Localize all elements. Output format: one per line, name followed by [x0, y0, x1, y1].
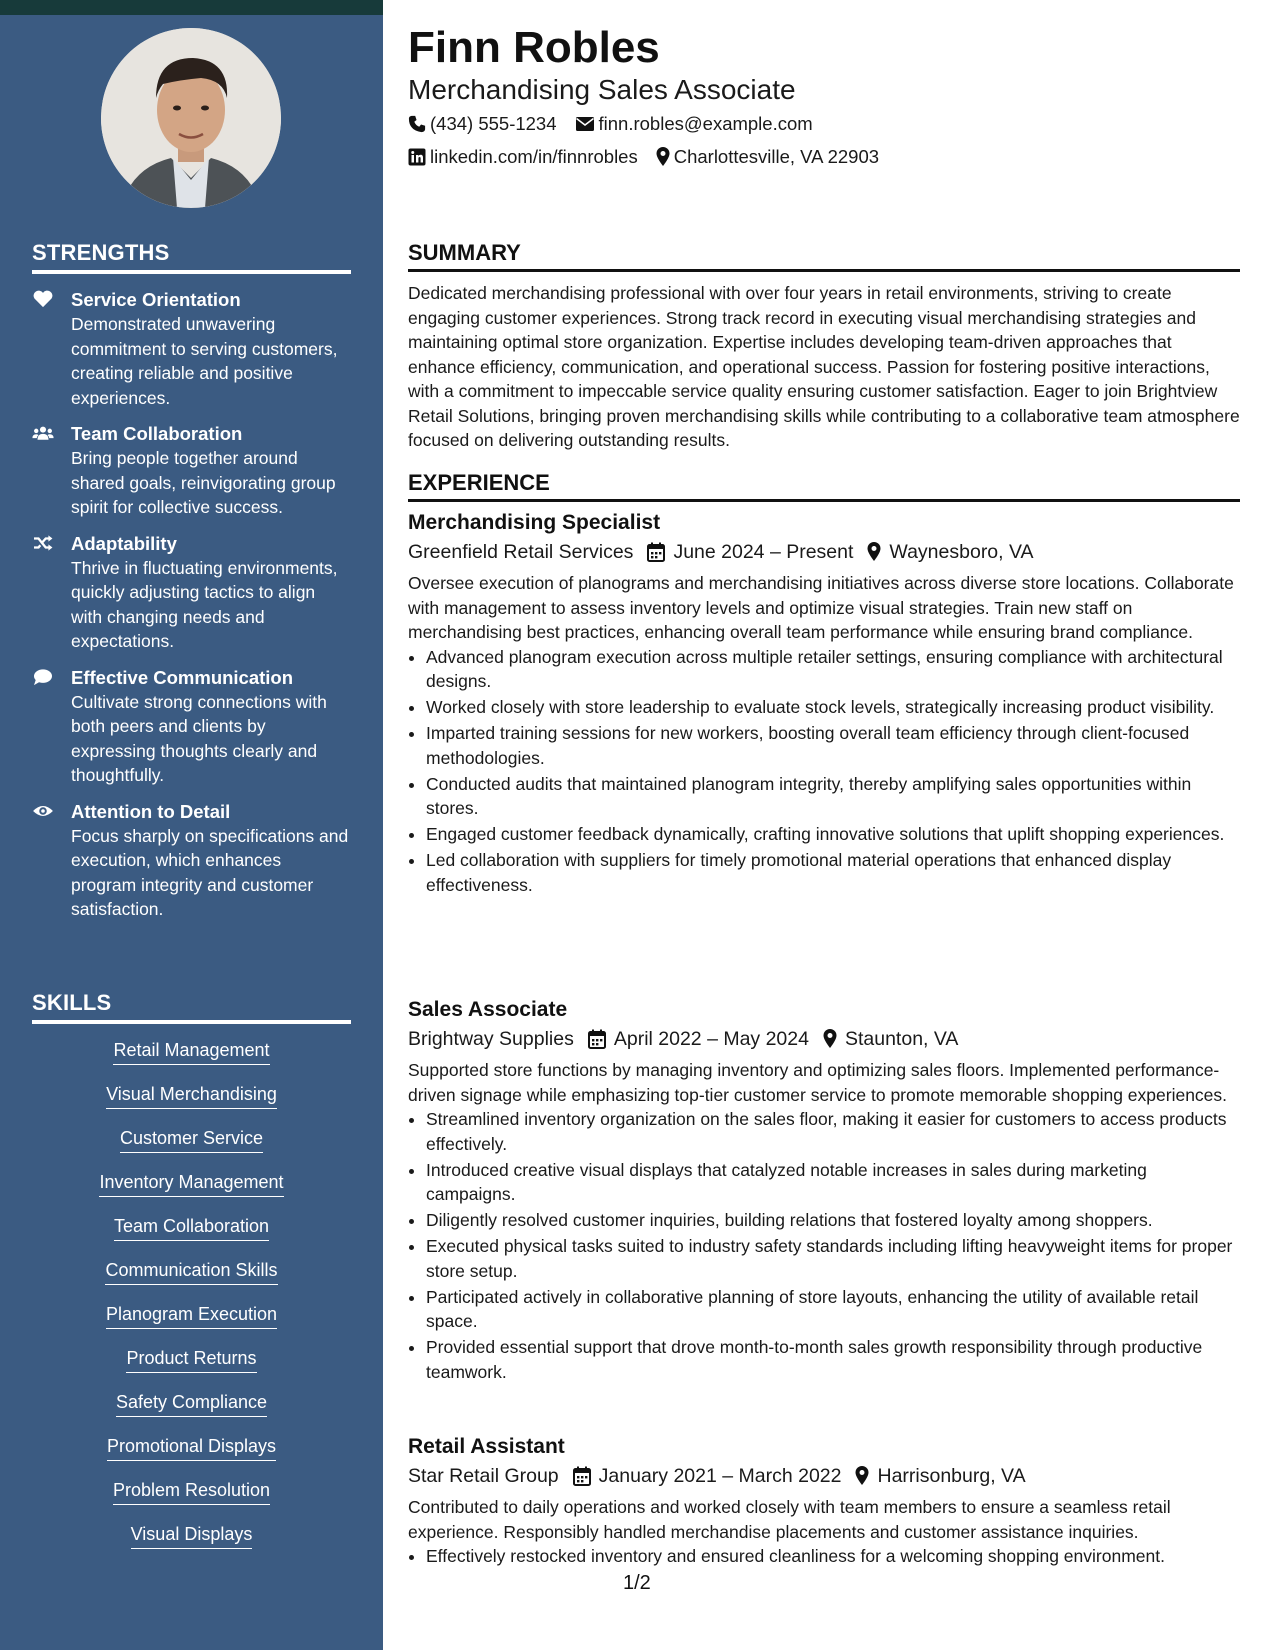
skills-heading: SKILLS	[32, 990, 351, 1024]
strength-description: Thrive in fluctuating environments, quickly adjusting tactics to align with changing needs and expectations.	[71, 557, 338, 651]
job-summary: Contributed to daily operations and worked closely with team members to ensure a seamless retail experience. Responsibly handled merchandise placements and customer assistance inquiries.	[408, 1497, 1171, 1542]
contact-row-1	[408, 112, 831, 136]
candidate-name: Finn Robles	[408, 23, 660, 72]
job-meta	[408, 1024, 1240, 1054]
job-dates-wrap	[573, 1461, 842, 1491]
job-company: Star Retail Group	[408, 1465, 559, 1487]
map-pin-icon	[855, 1466, 869, 1486]
bullet-item: • Executed physical tasks suited to industry safety standards including lifting heavyweight items for proper store setup.	[426, 1234, 1240, 1283]
skill-item: Product Returns	[126, 1346, 256, 1373]
strength-item	[32, 532, 351, 654]
job-title: Merchandising Specialist	[408, 511, 661, 534]
bullet-item: • Diligently resolved customer inquiries, building relations that fostered loyalty among shoppers.	[426, 1208, 1240, 1233]
job-dates: January 2021 – March 2022	[598, 1465, 842, 1487]
job-entry	[408, 996, 1240, 1386]
job-location: Waynesboro, VA	[889, 541, 1034, 563]
job-dates-wrap	[588, 1024, 809, 1054]
page-number: 1/2	[623, 1572, 651, 1594]
linkedin-text: linkedin.com/in/finnrobles	[430, 146, 638, 167]
skills-section	[32, 990, 351, 1566]
skill-item: Communication Skills	[105, 1258, 277, 1285]
location-text: Charlottesville, VA 22903	[673, 146, 880, 167]
strength-title: Effective Communication	[71, 666, 294, 688]
sidebar-top-bar	[0, 0, 383, 15]
job-entry	[408, 1433, 1240, 1570]
contact-linkedin[interactable]	[408, 145, 638, 169]
skills-list	[32, 1038, 351, 1566]
job-dates-wrap	[647, 537, 853, 567]
job-bullets	[408, 645, 1240, 898]
job-title: Retail Assistant	[408, 1435, 565, 1458]
skill-item: Visual Displays	[131, 1522, 253, 1549]
contact-phone[interactable]	[408, 112, 557, 136]
skill-item: Retail Management	[113, 1038, 269, 1065]
profile-photo	[101, 28, 281, 208]
summary-heading: SUMMARY	[408, 240, 1240, 272]
skill-item: Promotional Displays	[107, 1434, 276, 1461]
strength-title: Adaptability	[71, 532, 177, 554]
contact-row-2	[408, 145, 897, 169]
strength-description: Cultivate strong connections with both peers and clients by expressing thoughts clearly and thoughtfully.	[71, 691, 327, 785]
map-pin-icon	[867, 542, 881, 562]
job-dates: June 2024 – Present	[673, 541, 854, 563]
skill-item: Team Collaboration	[114, 1214, 269, 1241]
skill-item: Customer Service	[120, 1126, 263, 1153]
skill-item: Planogram Execution	[106, 1302, 277, 1329]
job-bullets	[408, 1107, 1240, 1384]
bullet-item: • Conducted audits that maintained planogram integrity, thereby amplifying sales opportunities within stores.	[426, 772, 1240, 821]
bullet-item: • Advanced planogram execution across multiple retailer settings, ensuring compliance with architectural designs.	[426, 645, 1240, 694]
job-meta	[408, 537, 1240, 567]
job-title: Sales Associate	[408, 998, 568, 1021]
heart-icon	[32, 290, 54, 308]
bullet-item: • Introduced creative visual displays that catalyzed notable increases in sales during marketing campaigns.	[426, 1158, 1240, 1207]
bullet-item: • Effectively restocked inventory and ensured cleanliness for a welcoming shopping environment.	[426, 1544, 1240, 1569]
comment-icon	[32, 668, 54, 686]
envelope-icon	[575, 116, 595, 132]
skill-item: Problem Resolution	[113, 1478, 270, 1505]
calendar-icon	[588, 1029, 606, 1049]
job-location-wrap	[823, 1024, 958, 1054]
linkedin-icon	[408, 148, 426, 166]
job-summary: Oversee execution of planograms and merchandising initiatives across diverse store locations. Collaborate with management to assess inventory levels and optimize visual strategies. Train new staff on merchandising best practices, enhancing overall team performance while ensuring brand compliance.	[408, 573, 1234, 642]
bullet-item: • Led collaboration with suppliers for timely promotional material operations that enhanced display effectiveness.	[426, 848, 1240, 897]
contact-location	[656, 145, 879, 169]
skill-item: Visual Merchandising	[106, 1082, 277, 1109]
job-location-wrap	[867, 537, 1033, 567]
skill-item: Safety Compliance	[116, 1390, 267, 1417]
strengths-section	[32, 240, 351, 934]
job-company: Greenfield Retail Services	[408, 541, 634, 563]
candidate-title: Merchandising Sales Associate	[408, 74, 796, 105]
map-pin-icon	[656, 147, 670, 167]
skill-item: Inventory Management	[99, 1170, 283, 1197]
sidebar	[0, 0, 383, 1650]
phone-icon	[408, 115, 426, 133]
strengths-heading: STRENGTHS	[32, 240, 351, 274]
job-entry	[408, 509, 1240, 899]
shuffle-icon	[32, 534, 54, 552]
bullet-item: • Engaged customer feedback dynamically, crafting innovative solutions that uplift shopping experiences.	[426, 822, 1240, 847]
job-company: Brightway Supplies	[408, 1028, 574, 1050]
bullet-item: • Provided essential support that drove month-to-month sales growth responsibility through productive teamwork.	[426, 1335, 1240, 1384]
job-summary: Supported store functions by managing inventory and optimizing sales floors. Implemented performance-driven signage while emphasizing top-tier customer service to promote memorable shopping experiences.	[408, 1060, 1228, 1105]
phone-text: (434) 555-1234	[430, 113, 557, 134]
job-meta	[408, 1461, 1240, 1491]
strength-title: Attention to Detail	[71, 800, 231, 822]
email-text: finn.robles@example.com	[598, 113, 813, 134]
strength-description: Bring people together around shared goals, reinvigorating group spirit for collective success.	[71, 448, 336, 517]
strength-item	[32, 666, 351, 788]
strength-title: Team Collaboration	[71, 423, 243, 444]
summary-text: Dedicated merchandising professional with over four years in retail environments, striving to create engaging customer experiences. Strong track record in executing visual merchandising strategies and maintaining optimal store organization. Expertise includes developing team-driven approaches that enhance efficiency, communication, and operational success. Passion for fostering positive interactions, with a commitment to impeccable service quality ensuring customer satisfaction. Eager to join Brightview Retail Solutions, bringing proven merchandising skills while contributing to a collaborative team atmosphere focused on delivering outstanding results.	[408, 283, 1240, 450]
job-location: Harrisonburg, VA	[877, 1465, 1026, 1487]
job-location: Staunton, VA	[844, 1028, 959, 1050]
job-bullets	[408, 1544, 1240, 1569]
strength-description: Focus sharply on specifications and execution, which enhances program integrity and customer satisfaction.	[71, 825, 349, 919]
eye-icon	[32, 802, 54, 820]
bullet-item: • Worked closely with store leadership to evaluate stock levels, strategically increasing product visibility.	[426, 695, 1240, 720]
job-location-wrap	[855, 1461, 1025, 1491]
calendar-icon	[573, 1466, 591, 1486]
bullet-item: • Imparted training sessions for new workers, boosting overall team efficiency through client-focused methodologies.	[426, 721, 1240, 770]
bullet-item: • Participated actively in collaborative planning of store layouts, enhancing the utility of available retail space.	[426, 1285, 1240, 1334]
map-pin-icon	[823, 1029, 837, 1049]
calendar-icon	[647, 542, 665, 562]
strength-item	[32, 800, 351, 922]
job-dates: April 2022 – May 2024	[613, 1028, 809, 1050]
contact-email[interactable]	[575, 112, 813, 136]
strength-item	[32, 288, 351, 410]
experience-heading: EXPERIENCE	[408, 470, 1240, 502]
users-icon	[32, 424, 54, 442]
strength-item	[32, 422, 351, 520]
bullet-item: • Streamlined inventory organization on the sales floor, making it easier for customers to access products effectively.	[426, 1107, 1240, 1156]
strength-title: Service Orientation	[71, 289, 241, 310]
strength-description: Demonstrated unwavering commitment to serving customers, creating reliable and positive experiences.	[71, 314, 338, 408]
